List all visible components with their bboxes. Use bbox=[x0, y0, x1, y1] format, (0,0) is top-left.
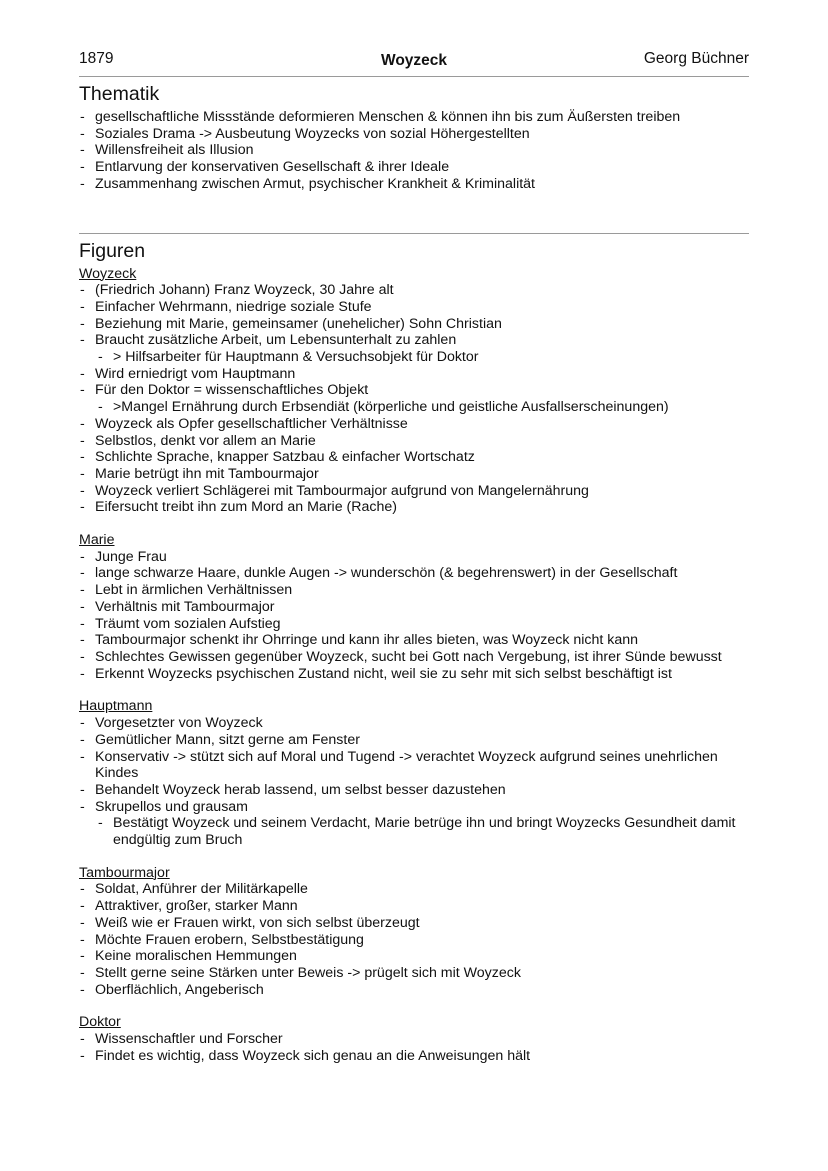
list-subitem: - >Mangel Ernährung durch Erbsendiät (körperliche und geistliche Ausfallserscheinungen) bbox=[79, 399, 749, 416]
list-item: - Weiß wie er Frauen wirkt, von sich selbst überzeugt bbox=[79, 915, 749, 932]
list-item: - Stellt gerne seine Stärken unter Beweis -> prügelt sich mit Woyzeck bbox=[79, 965, 749, 982]
header-author: Georg Büchner bbox=[643, 50, 749, 67]
tambourmajor-list bbox=[79, 881, 749, 998]
list-item: - Soziales Drama -> Ausbeutung Woyzecks von sozial Höhergestellten bbox=[79, 126, 749, 143]
list-item: - Einfacher Wehrmann, niedrige soziale Stufe bbox=[79, 299, 749, 316]
list-item: - (Friedrich Johann) Franz Woyzeck, 30 Jahre alt bbox=[79, 282, 749, 299]
header-year: 1879 bbox=[79, 50, 114, 67]
list-item: - Zusammenhang zwischen Armut, psychischer Krankheit & Kriminalität bbox=[79, 176, 749, 193]
marie-list bbox=[79, 549, 749, 683]
list-item: - Behandelt Woyzeck herab lassend, um selbst besser dazustehen bbox=[79, 782, 749, 799]
list-item: - Vorgesetzter von Woyzeck bbox=[79, 715, 749, 732]
list-item: - Braucht zusätzliche Arbeit, um Lebensunterhalt zu zahlen bbox=[79, 332, 749, 349]
list-item: - lange schwarze Haare, dunkle Augen -> wunderschön (& begehrenswert) in der Gesellschaft bbox=[79, 565, 749, 582]
list-item: - Gemütlicher Mann, sitzt gerne am Fenster bbox=[79, 732, 749, 749]
marie-subheading: Marie bbox=[79, 532, 115, 549]
list-item: - Verhältnis mit Tambourmajor bbox=[79, 599, 749, 616]
list-item: - Tambourmajor schenkt ihr Ohrringe und kann ihr alles bieten, was Woyzeck nicht kann bbox=[79, 632, 749, 649]
list-item: - Willensfreiheit als Illusion bbox=[79, 142, 749, 159]
list-item: - Erkennt Woyzecks psychischen Zustand nicht, weil sie zu sehr mit sich selbst beschäftigt ist bbox=[79, 666, 749, 683]
hauptmann-subheading: Hauptmann bbox=[79, 698, 153, 715]
list-item: - Woyzeck als Opfer gesellschaftlicher Verhältnisse bbox=[79, 416, 749, 433]
list-subitem: - Bestätigt Woyzeck und seinem Verdacht, Marie betrüge ihn und bringt Woyzecks Gesundheit damit endgültig zum Bruch bbox=[79, 815, 749, 848]
list-item: - Selbstlos, denkt vor allem an Marie bbox=[79, 433, 749, 450]
list-subitem: - > Hilfsarbeiter für Hauptmann & Versuchsobjekt für Doktor bbox=[79, 349, 749, 366]
list-item: - Entlarvung der konservativen Gesellschaft & ihrer Ideale bbox=[79, 159, 749, 176]
list-item: - Wissenschaftler und Forscher bbox=[79, 1031, 749, 1048]
woyzeck-list bbox=[79, 282, 749, 516]
list-item: - Junge Frau bbox=[79, 549, 749, 566]
list-item: - Eifersucht treibt ihn zum Mord an Marie (Rache) bbox=[79, 499, 749, 516]
list-item: - Woyzeck verliert Schlägerei mit Tambourmajor aufgrund von Mangelernährung bbox=[79, 483, 749, 500]
list-item: - Lebt in ärmlichen Verhältnissen bbox=[79, 582, 749, 599]
figuren-heading: Figuren bbox=[79, 239, 146, 262]
doktor-list bbox=[79, 1031, 749, 1064]
list-item: - Beziehung mit Marie, gemeinsamer (unehelicher) Sohn Christian bbox=[79, 316, 749, 333]
list-item: - Marie betrügt ihn mit Tambourmajor bbox=[79, 466, 749, 483]
document-page bbox=[79, 48, 749, 1064]
list-item: - Schlechtes Gewissen gegenüber Woyzeck, sucht bei Gott nach Vergebung, ist ihrer Sünde bewusst bbox=[79, 649, 749, 666]
hauptmann-list bbox=[79, 715, 749, 849]
list-item: - Oberflächlich, Angeberisch bbox=[79, 982, 749, 999]
list-item: - Möchte Frauen erobern, Selbstbestätigung bbox=[79, 932, 749, 949]
header-title: Woyzeck bbox=[380, 52, 448, 69]
woyzeck-subheading: Woyzeck bbox=[79, 265, 137, 282]
list-item: - Soldat, Anführer der Militärkapelle bbox=[79, 881, 749, 898]
list-item: - Konservativ -> stützt sich auf Moral und Tugend -> verachtet Woyzeck aufgrund seines unehrlichen Kindes bbox=[79, 749, 749, 782]
list-item: - gesellschaftliche Missstände deformieren Menschen & können ihn bis zum Äußersten treiben bbox=[79, 109, 749, 126]
list-item: - Träumt vom sozialen Aufstieg bbox=[79, 616, 749, 633]
list-item: - Skrupellos und grausam bbox=[79, 799, 749, 816]
section-divider bbox=[79, 233, 749, 234]
list-item: - Schlichte Sprache, knapper Satzbau & einfacher Wortschatz bbox=[79, 449, 749, 466]
list-item: - Wird erniedrigt vom Hauptmann bbox=[79, 366, 749, 383]
list-item: - Findet es wichtig, dass Woyzeck sich genau an die Anweisungen hält bbox=[79, 1048, 749, 1065]
header-divider bbox=[79, 76, 749, 77]
thematik-heading: Thematik bbox=[79, 83, 160, 105]
page-header bbox=[79, 48, 749, 76]
doktor-subheading: Doktor bbox=[79, 1014, 121, 1031]
list-item: - Attraktiver, großer, starker Mann bbox=[79, 898, 749, 915]
list-item: - Keine moralischen Hemmungen bbox=[79, 948, 749, 965]
tambourmajor-subheading: Tambourmajor bbox=[79, 864, 170, 881]
thematik-list bbox=[79, 109, 749, 193]
list-item: - Für den Doktor = wissenschaftliches Objekt bbox=[79, 382, 749, 399]
